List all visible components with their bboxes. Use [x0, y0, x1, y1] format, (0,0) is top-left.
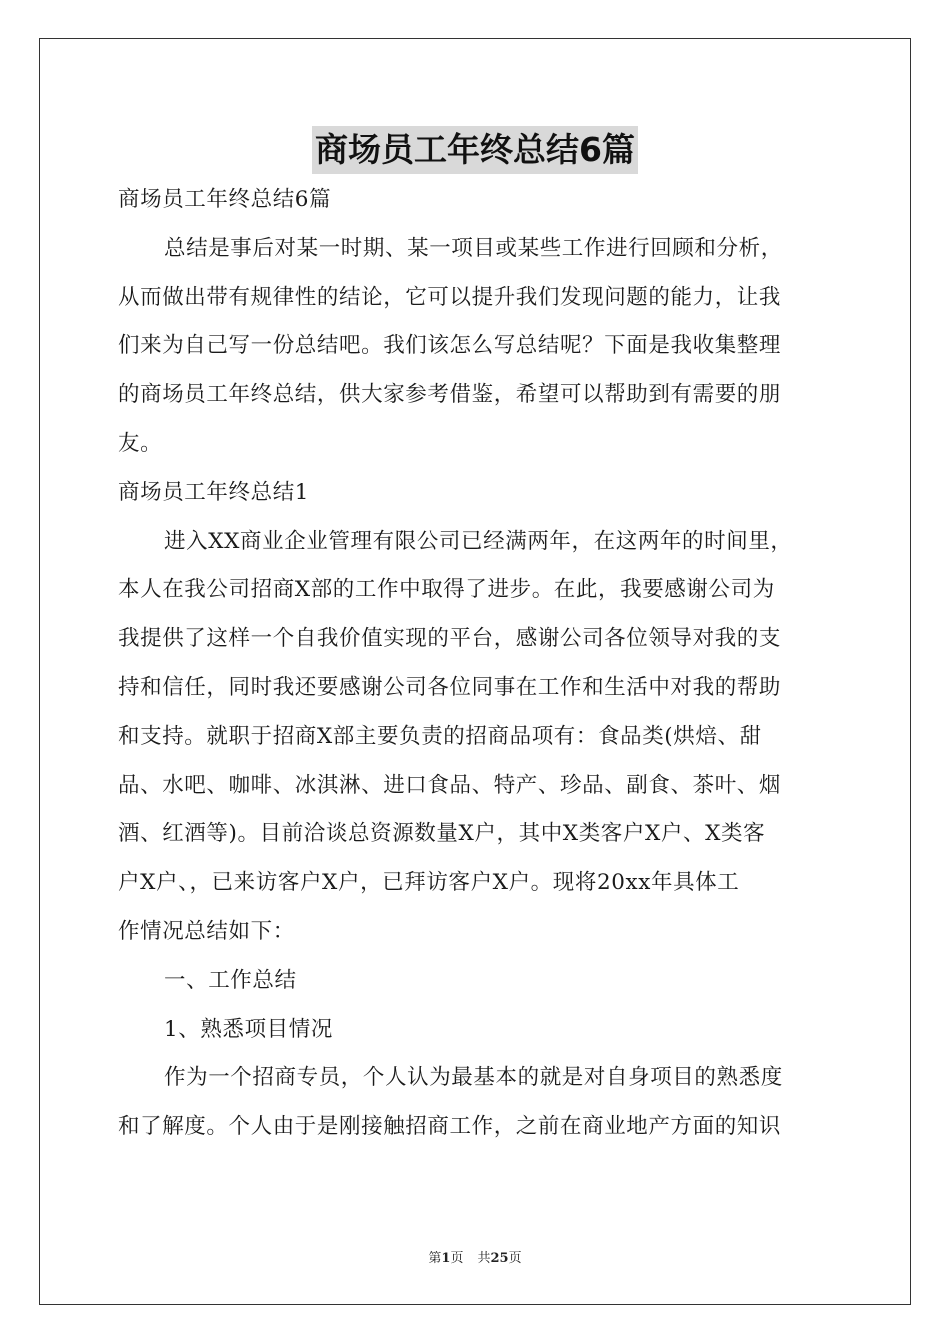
text-line: 一、工作总结 — [164, 967, 297, 993]
text-line: 作情况总结如下： — [118, 918, 295, 944]
text-line: 和支持。就职于招商X部主要负责的招商品项有：食品类(烘焙、甜 — [118, 723, 762, 749]
text-line: 1、熟悉项目情况 — [164, 1016, 333, 1042]
page-total-number: 25 — [490, 1251, 509, 1266]
page-footer — [0, 1247, 950, 1266]
text-line: 和了解度。个人由于是刚接触招商工作，之前在商业地产方面的知识 — [118, 1114, 782, 1140]
text-line: 户X户、，已来访客户X户，已拜访客户X户。现将20xx年具体工 — [118, 870, 740, 896]
text-line: 持和信任，同时我还要感谢公司各位同事在工作和生活中对我的帮助 — [118, 674, 782, 700]
text-line: 商场员工年终总结6篇 — [118, 187, 332, 212]
text-line: 的商场员工年终总结，供大家参考借鉴，希望可以帮助到有需要的朋 — [118, 382, 782, 408]
total-unit: 页 — [508, 1251, 522, 1266]
text-line: 友。 — [118, 430, 163, 456]
page-current-number: 1 — [441, 1251, 451, 1266]
text-line: 们来为自己写一份总结吧。我们该怎么写总结呢？下面是我收集整理 — [118, 333, 782, 359]
text-line: 进入XX商业企业管理有限公司已经满两年，在这两年的时间里， — [164, 528, 793, 554]
page-prefix: 第 — [428, 1251, 442, 1266]
document-body — [118, 176, 838, 1152]
text-line: 作为一个招商专员，个人认为最基本的就是对自身项目的熟悉度 — [164, 1065, 783, 1091]
document-title: 商场员工年终总结6篇 — [312, 126, 638, 174]
text-line: 品、水吧、咖啡、冰淇淋、进口食品、特产、珍品、副食、茶叶、烟 — [118, 772, 782, 798]
text-line: 我提供了这样一个自我价值实现的平台，感谢公司各位领导对我的支 — [118, 626, 782, 652]
text-line: 酒、红酒等)。目前洽谈总资源数量X户，其中X类客户X户、X类客 — [118, 821, 766, 847]
total-prefix: 共 — [477, 1251, 491, 1266]
text-line: 本人在我公司招商X部的工作中取得了进步。在此，我要感谢公司为 — [118, 577, 775, 603]
text-line: 从而做出带有规律性的结论，它可以提升我们发现问题的能力，让我 — [118, 284, 782, 310]
text-line: 总结是事后对某一时期、某一项目或某些工作进行回顾和分析， — [164, 235, 783, 261]
page-unit: 页 — [450, 1251, 464, 1266]
title-container — [0, 126, 950, 174]
text-line: 商场员工年终总结1 — [118, 479, 310, 505]
